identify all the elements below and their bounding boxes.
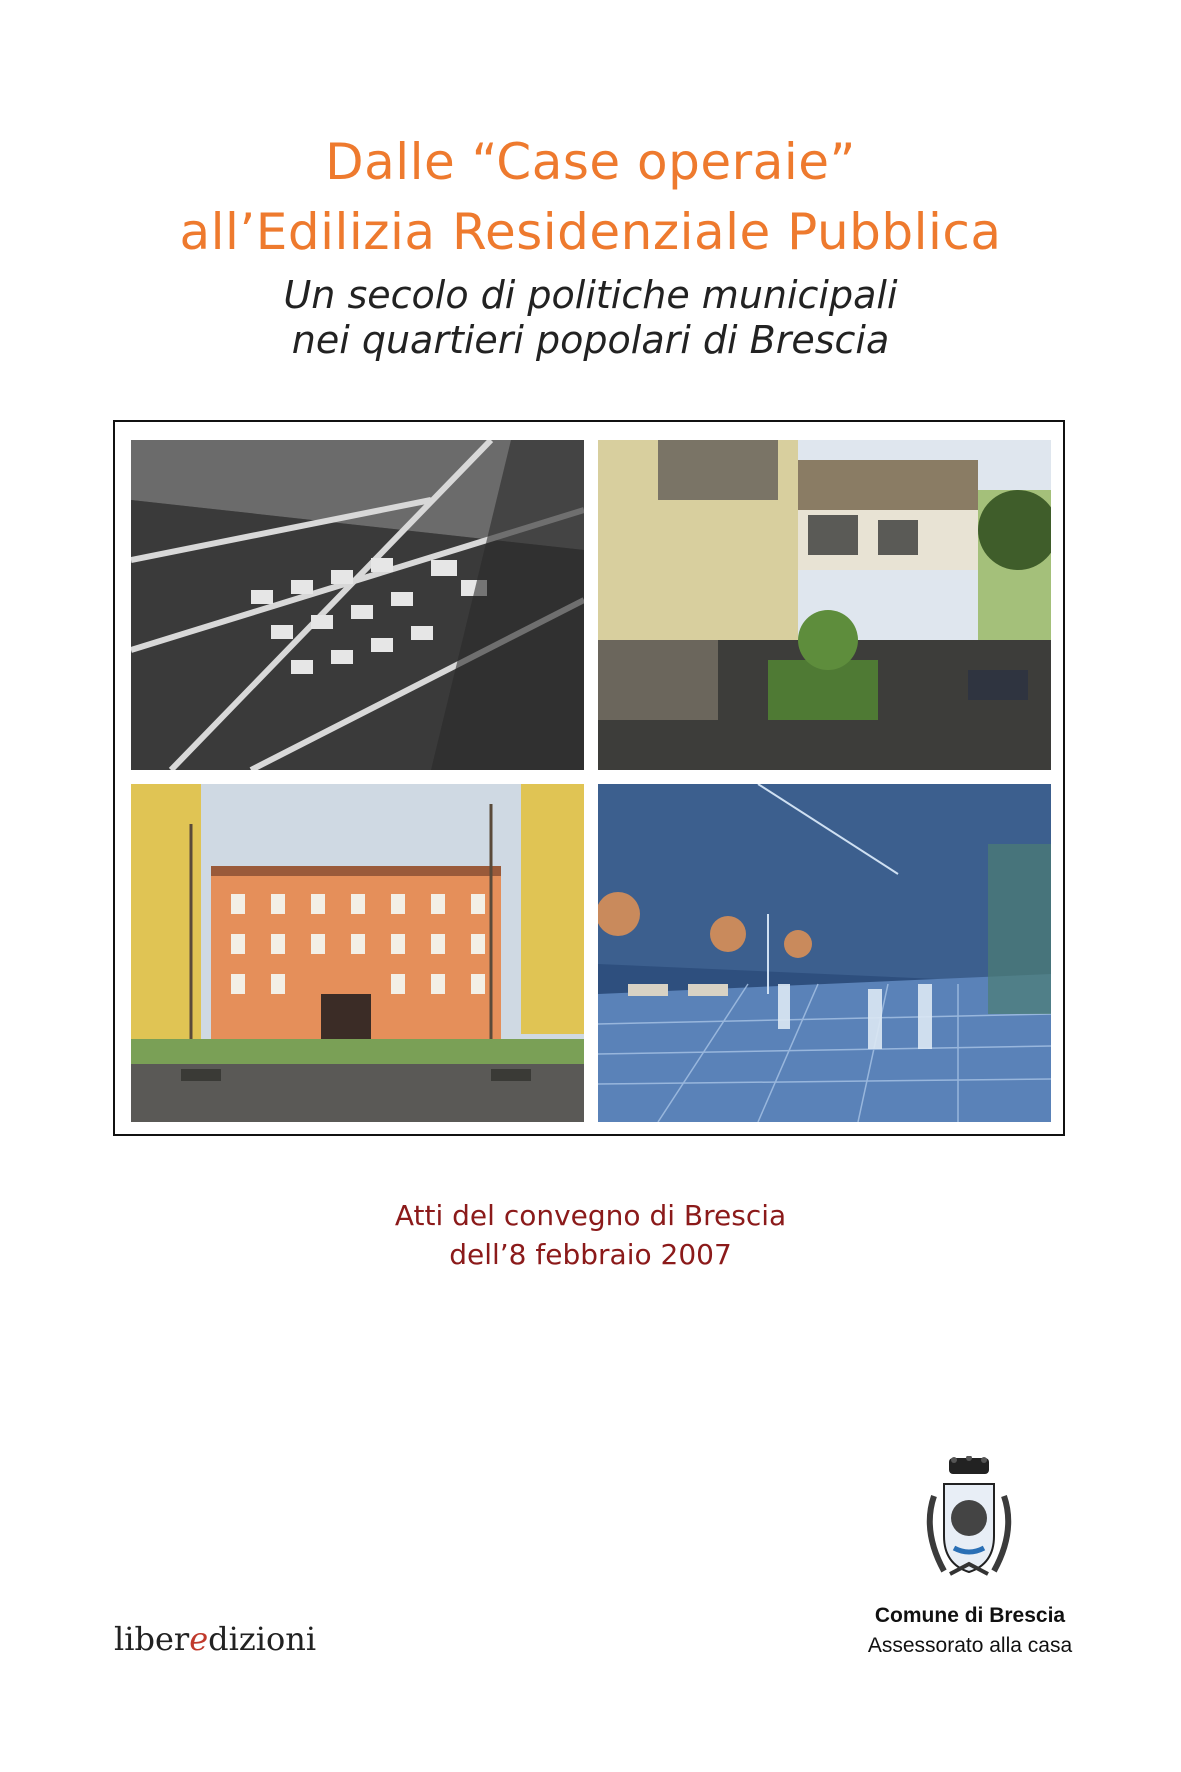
aerial-photo-icon [131,440,584,770]
subtitle-line-1: Un secolo di politiche municipali [283,273,898,317]
proceedings-line-2: dell’8 febbraio 2007 [449,1238,732,1271]
subtitle-line-2: nei quartieri popolari di Brescia [291,318,890,362]
title-line-1: Dalle “Case operaie” [325,133,856,191]
publisher-logo [114,1620,316,1658]
municipality-name: Comune di Brescia [874,1604,1066,1627]
publisher-part-1: liber [114,1620,190,1658]
crest-icon [914,1456,1024,1591]
publisher-part-3: dizioni [208,1620,317,1658]
courtyard-building-photo-icon [131,784,584,1122]
terraced-housing-photo-icon [598,440,1051,770]
municipality-department: Assessorato alla casa [867,1634,1073,1657]
proceedings-line-1: Atti del convegno di Brescia [394,1199,787,1232]
street-rendering-photo-icon [598,784,1051,1122]
title-line-2: all’Edilizia Residenziale Pubblica [179,203,1002,261]
publisher-part-2: e [189,1620,209,1658]
photo-collage [113,420,1065,1136]
